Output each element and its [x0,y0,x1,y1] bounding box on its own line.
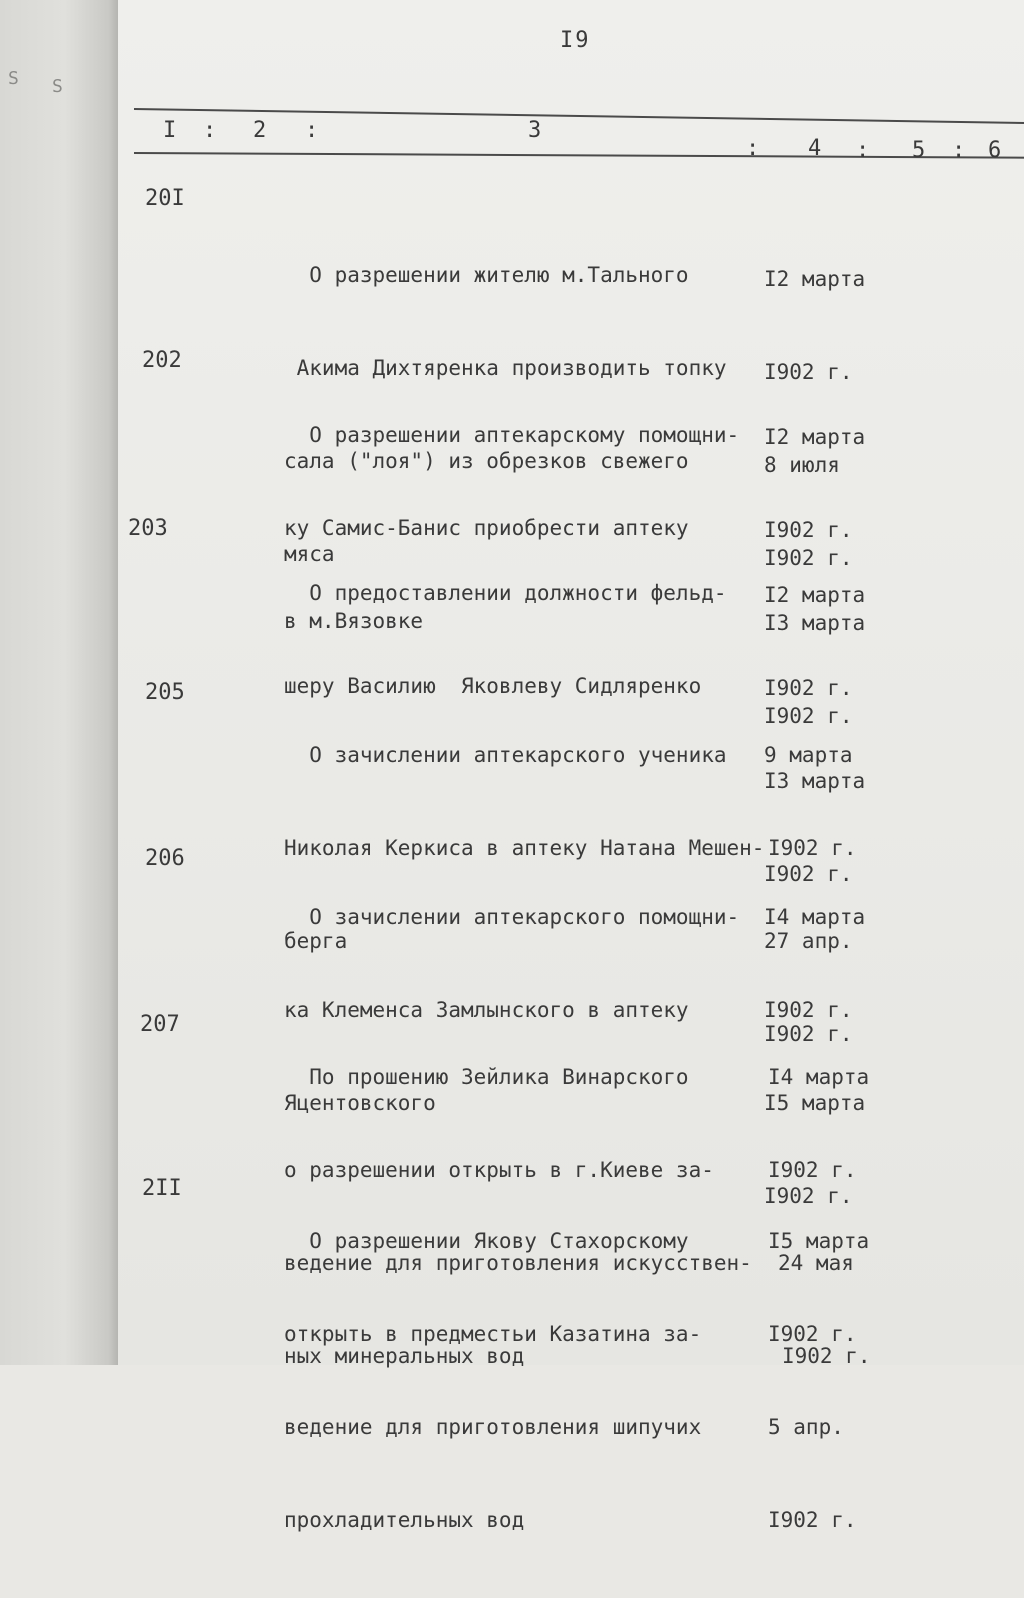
date-end: 5 апр. [768,1415,844,1439]
date-start-year: I902 г. [764,360,853,384]
description-line: ку Самис-Банис приобрести аптеку [284,516,689,540]
description-line: О предоставлении должности фельд- [284,581,727,605]
description-line: мяса [284,542,335,566]
column-header-6: 6 [988,138,1002,163]
description-line: шеру Василию Яковлеву Сидляренко [284,674,702,698]
table-header-rule [134,152,1024,159]
date-end: I3 марта [764,769,866,793]
table-top-rule [134,108,1024,124]
column-header-4: 4 [808,136,822,161]
description-line: Яцентовского [284,1091,436,1115]
description-line: ных минеральных вод [284,1344,525,1368]
date-start-year: I902 г. [768,1322,857,1346]
description-line: О зачислении аптекарского ученика [284,743,727,767]
description-line: Акима Дихтяренка производить топку [284,356,727,380]
description-line: ведение для приготовления шипучих [284,1415,702,1439]
column-header-5: 5 [912,138,926,163]
description-line: берга [284,929,348,953]
date-end-year: I902 г. [764,1184,853,1208]
date-end-year: I902 г. [782,1344,871,1368]
date-start: I5 марта [768,1229,870,1253]
date-start: I2 марта [764,425,866,449]
date-start: I2 марта [764,267,866,291]
date-end-year: I902 г. [764,704,853,728]
description-line: сала ("лоя") из обрезков свежего [284,449,689,473]
date-start-year: I902 г. [764,676,853,700]
row-number: 203 [128,516,168,541]
row-number: 202 [142,348,182,373]
date-start: I2 марта [764,583,866,607]
row-dates [768,1164,869,1598]
column-header-3: 3 [528,118,542,143]
description-line: Николая Керкиса в аптеку Натана Мешен- [284,836,765,860]
date-start-year: I902 г. [764,518,853,542]
page-number: I9 [560,28,591,53]
date-end: I5 марта [764,1091,866,1115]
description-line: прохладительных вод [284,1508,525,1532]
date-end: 27 апр. [764,929,853,953]
description-line: ка Клеменса Замлынского в аптеку [284,998,689,1022]
column-header-1: I [163,118,177,143]
date-start-year: I902 г. [768,1158,857,1182]
binding-mark: S [52,76,63,97]
description-line: По прошению Зейлика Винарского [284,1065,689,1089]
description-line: о разрешении открыть в г.Киеве за- [284,1158,714,1182]
date-start: 9 марта [764,743,853,767]
column-separator: : [952,138,966,163]
row-number: 207 [140,1012,180,1037]
column-separator: : [746,136,760,161]
row-description [284,1164,701,1598]
row-number: 206 [145,846,185,871]
description-line: О разрешении аптекарскому помощни- [284,423,740,447]
column-separator: : [203,118,217,143]
description-line: в м.Вязовке [284,609,424,633]
column-separator: : [856,138,870,163]
date-start: I4 марта [768,1065,870,1089]
date-end: 24 мая [778,1251,854,1275]
date-end-year: I902 г. [764,862,853,886]
row-number: 205 [145,680,185,705]
date-end: I3 марта [764,611,866,635]
date-end-year: I902 г. [764,1022,853,1046]
page-binding-shadow [0,0,118,1365]
row-number: 2II [142,1176,182,1201]
description-line: О зачислении аптекарского помощни- [284,905,740,929]
date-start: I4 марта [764,905,866,929]
date-end-year: I902 г. [768,1508,857,1532]
date-end-year: I902 г. [764,546,853,570]
column-header-2: 2 [253,118,267,143]
binding-mark: S [8,68,19,89]
date-start-year: I902 г. [768,836,857,860]
description-line: О разрешении Якову Стахорскому [284,1229,689,1253]
description-line: ведение для приготовления искусствен- [284,1251,752,1275]
row-number: 20I [145,186,185,211]
column-separator: : [305,118,319,143]
description-line: открыть в предместьи Казатина за- [284,1322,702,1346]
date-start-year: I902 г. [764,998,853,1022]
description-line: О разрешении жителю м.Тального [284,263,689,287]
date-end: 8 июля [764,453,840,477]
